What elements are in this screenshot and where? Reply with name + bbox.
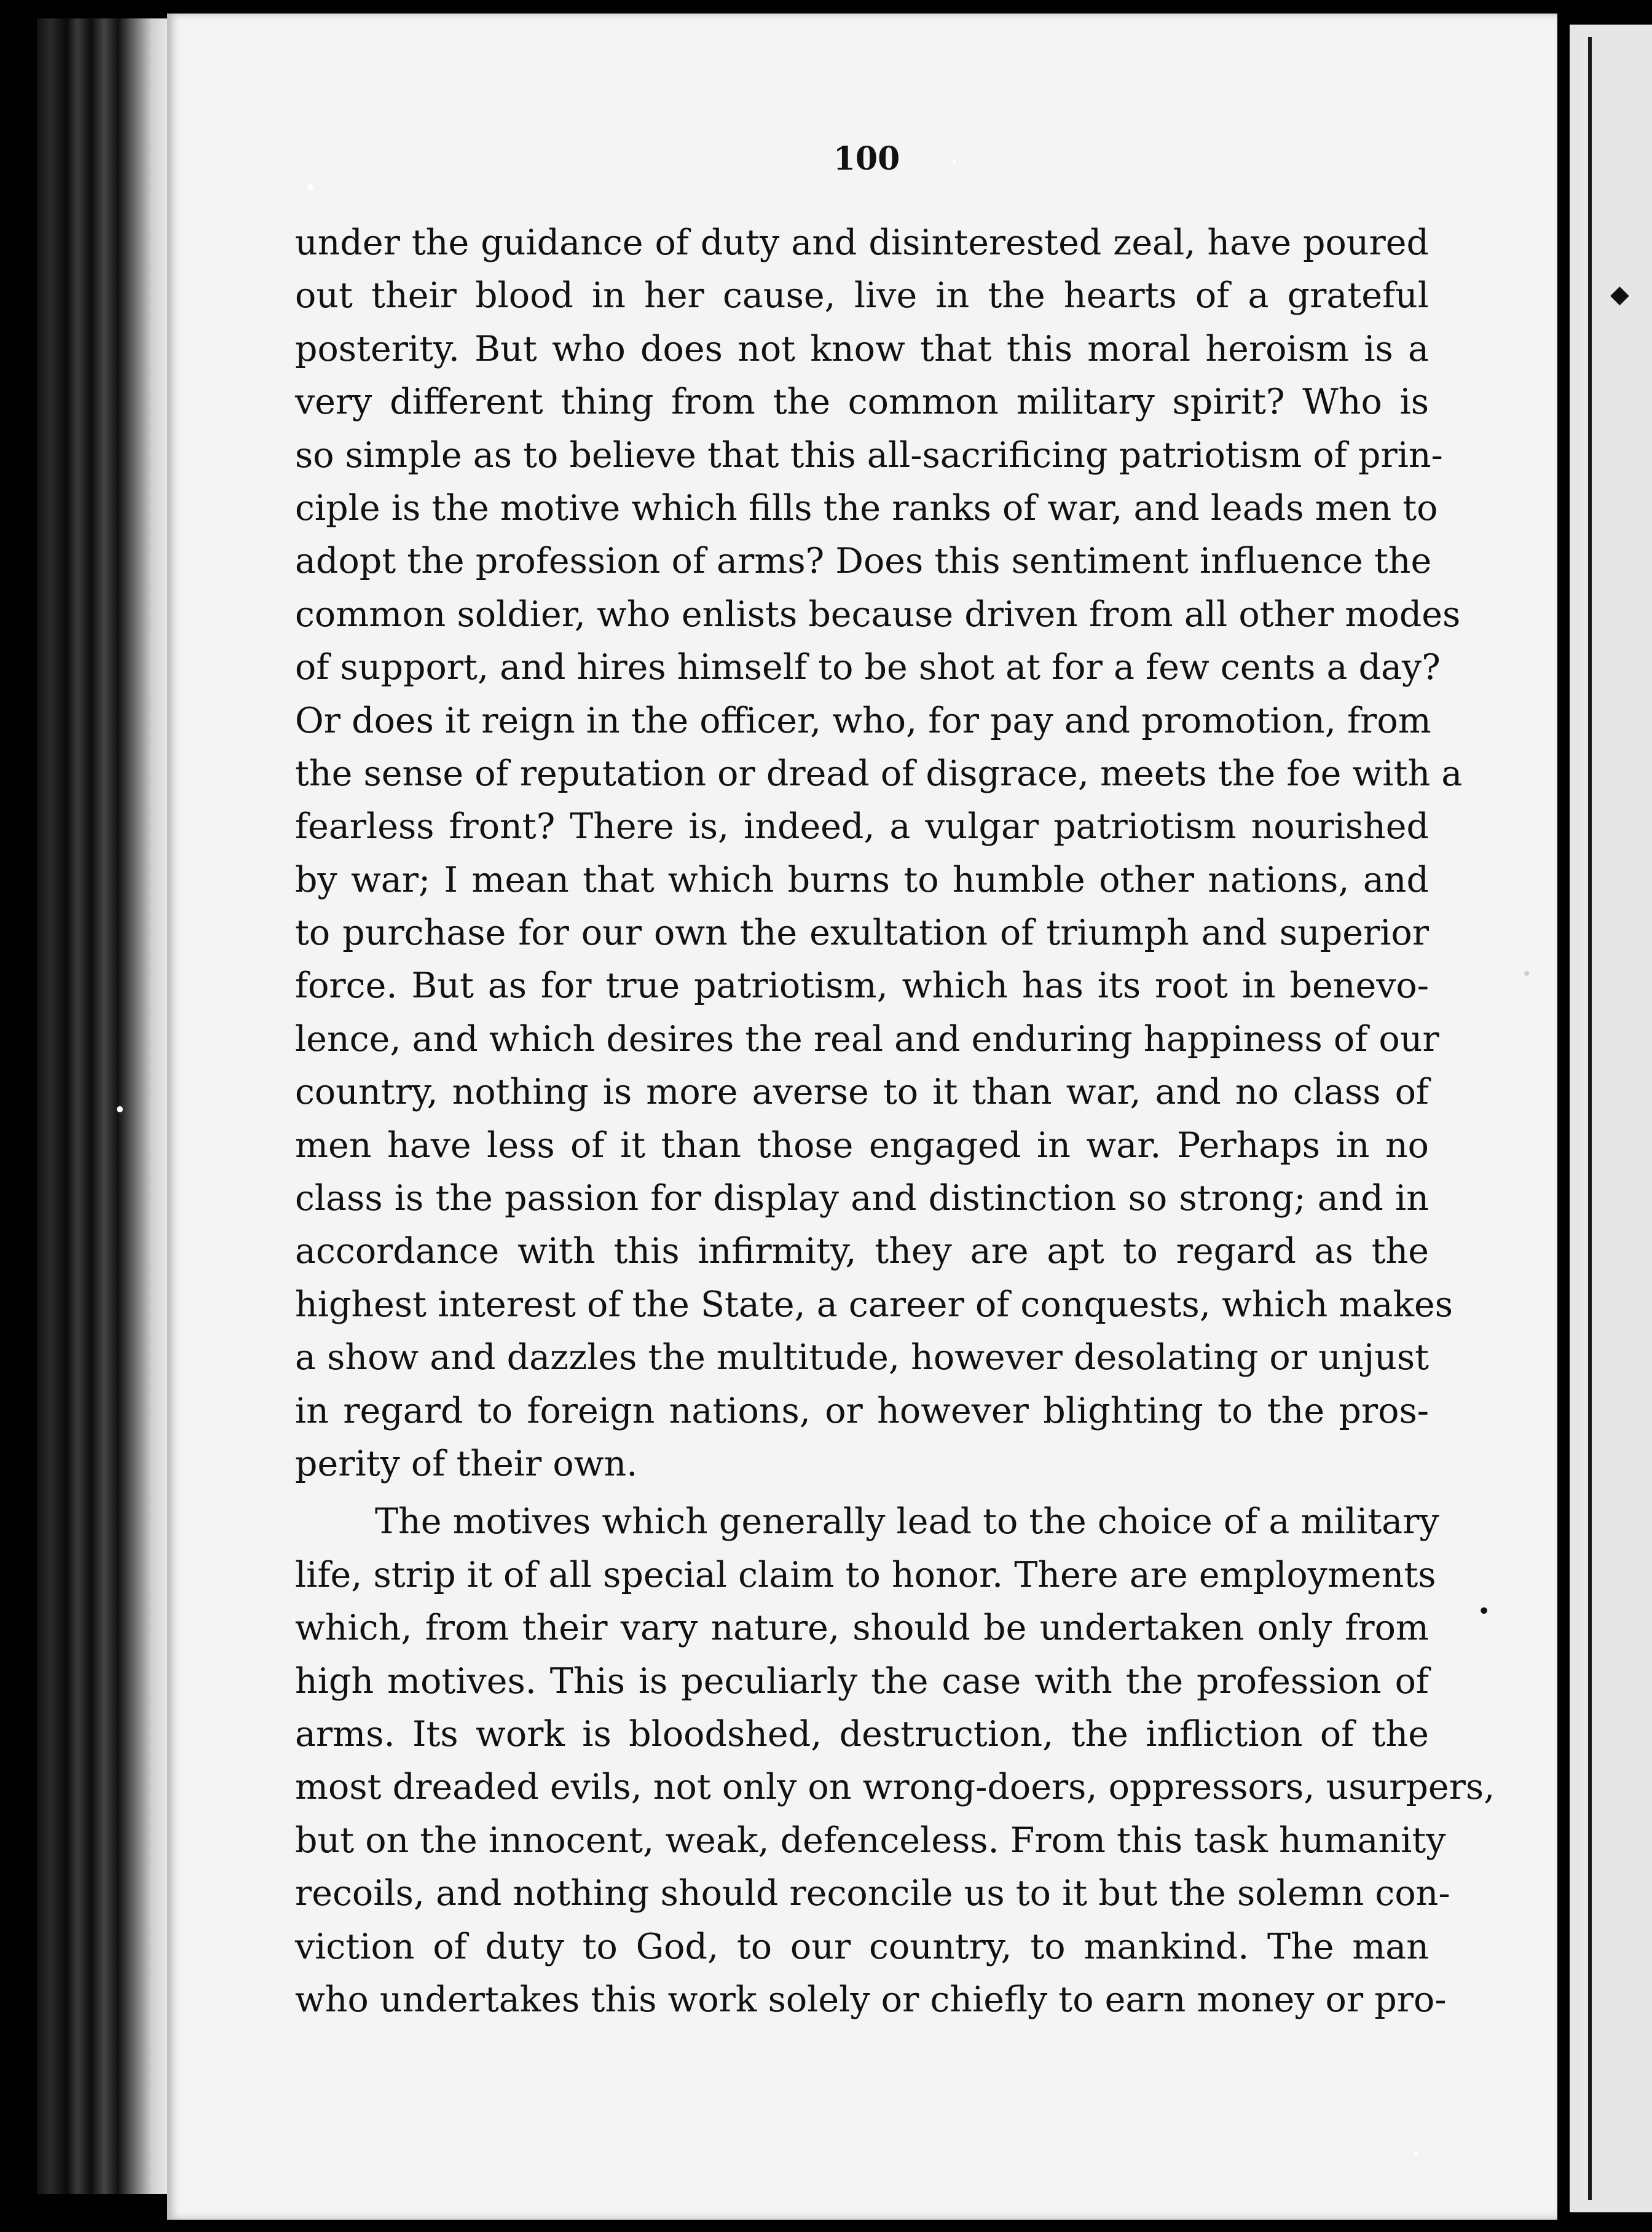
margin-dot: • <box>1478 1601 1490 1622</box>
paragraph-start-line: The motives which generally lead to the choice of a military <box>375 1501 1439 1542</box>
page-edge-shadow <box>1557 0 1570 2232</box>
dust-speck <box>307 184 313 191</box>
text-line: arms. Its work is bloodshed, destruction, the infliction of the <box>295 1713 1429 1755</box>
text-line: Or does it reign in the officer, who, for pay and promotion, from <box>295 700 1431 741</box>
text-line: life, strip it of all special claim to honor. There are employments <box>295 1554 1436 1595</box>
text-line: class is the passion for display and distinction so strong; and in <box>295 1178 1429 1219</box>
text-line: country, nothing is more averse to it than war, and no class of <box>295 1072 1429 1113</box>
text-line: which, from their vary nature, should be undertaken only from <box>295 1608 1429 1649</box>
text-line: a show and dazzles the multitude, however desolating or unjust <box>295 1337 1430 1378</box>
dust-speck <box>1524 971 1529 976</box>
margin-mark: ◆ <box>1610 280 1629 308</box>
text-line: force. But as for true patriotism, which has its root in benevo- <box>295 965 1429 1007</box>
text-line: highest interest of the State, a career of conquests, which makes <box>295 1284 1453 1325</box>
text-line: to purchase for our own the exultation of triumph and superior <box>295 913 1429 954</box>
text-line: accordance with this infirmity, they are apt to regard as the <box>295 1231 1429 1272</box>
paragraph-end-line: perity of their own. <box>295 1443 638 1484</box>
body-text <box>295 216 1495 2026</box>
facing-page-edge <box>1570 25 1652 2212</box>
dust-speck <box>117 1106 123 1112</box>
text-line: posterity. But who does not know that this moral heroism is a <box>295 328 1429 369</box>
book-binding-edge <box>37 18 172 2194</box>
text-line: lence, and which desires the real and enduring happiness of our <box>295 1018 1439 1059</box>
text-line: men have less of it than those engaged in war. Perhaps in no <box>295 1125 1429 1166</box>
dust-speck <box>953 160 956 163</box>
text-line: who undertakes this work solely or chiefly to earn money or pro- <box>295 1979 1447 2020</box>
text-line: out their blood in her cause, live in the hearts of a grateful <box>295 275 1429 316</box>
text-line: most dreaded evils, not only on wrong-doers, oppressors, usurpers, <box>295 1767 1495 1808</box>
text-line: common soldier, who enlists because driven from all other modes <box>295 594 1461 635</box>
text-line: of support, and hires himself to be shot at for a few cents a day? <box>295 647 1441 688</box>
text-line: by war; I mean that which burns to humble other nations, and <box>295 859 1429 900</box>
text-line: but on the innocent, weak, defenceless. From this task humanity <box>295 1820 1446 1861</box>
text-line: viction of duty to God, to our country, to mankind. The man <box>295 1926 1429 1967</box>
text-line: ciple is the motive which fills the ranks of war, and leads men to <box>295 487 1438 529</box>
text-line: fearless front? There is, indeed, a vulgar patriotism nourished <box>295 806 1429 847</box>
text-line: under the guidance of duty and disinterested zeal, have poured <box>295 222 1429 263</box>
text-line: the sense of reputation or dread of disgrace, meets the foe with a <box>295 753 1463 794</box>
text-line: very different thing from the common military spirit? Who is <box>295 382 1429 423</box>
text-line: so simple as to believe that this all-sacrificing patriotism of prin- <box>295 434 1443 476</box>
dust-speck <box>1414 2151 1418 2155</box>
text-line: in regard to foreign nations, or however blighting to the pros- <box>295 1390 1429 1431</box>
gutter-line <box>1588 37 1592 2200</box>
text-line: high motives. This is peculiarly the case with the profession of <box>295 1660 1429 1702</box>
text-line: recoils, and nothing should reconcile us to it but the solemn con- <box>295 1873 1450 1914</box>
page-number: 100 <box>833 140 900 178</box>
text-line: adopt the profession of arms? Does this sentiment influence the <box>295 541 1432 582</box>
